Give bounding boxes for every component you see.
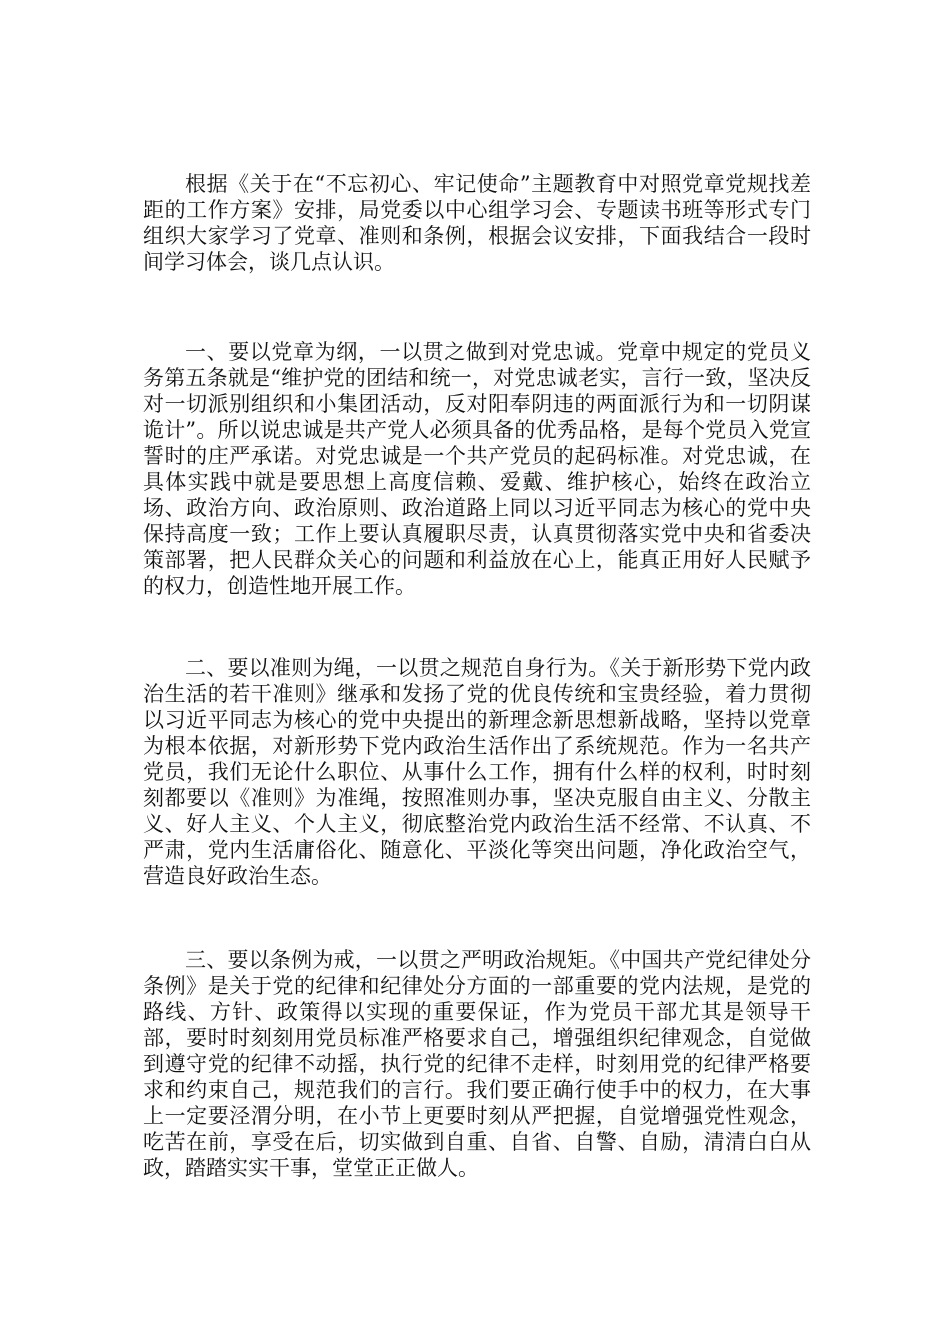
section-one-paragraph: 一、要以党章为纲，一以贯之做到对党忠诚。党章中规定的党员义务第五条就是“维护党的团结和统一，对党忠诚老实，言行一致，坚决反对一切派别组织和小集团活动，反对阳奉阴违的两面派行为和一切阴谋诡计”。所以说忠诚是共产党人必须具备的优秀品格，是每个党员入党宣誓时的庄严承诺。对党忠诚是一个共产党员的起码标准。对党忠诚，在具体实践中就是要思想上高度信赖、爱戴、维护核心，始终在政治立场、政治方向、政治原则、政治道路上同以习近平同志为核心的党中央保持高度一致；工作上要认真履职尽责，认真贯彻落实党中央和省委决策部署，把人民群众关心的问题和利益放在心上，能真正用好人民赋予的权力，创造性地开展工作。 xyxy=(143,340,811,598)
section-three-paragraph: 三、要以条例为戒，一以贯之严明政治规矩。《中国共产党纪律处分条例》是关于党的纪律和纪律处分方面的一部重要的党内法规，是党的路线、方针、政策得以实现的重要保证，作为党员干部尤其是领导干部，要时时刻刻用党员标准严格要求自己，增强组织纪律观念，自觉做到遵守党的纪律不动摇，执行党的纪律不走样，时刻用党的纪律严格要求和约束自己，规范我们的言行。我们要正确行使手中的权力，在大事上一定要泾渭分明，在小节上更要时刻从严把握，自觉增强党性观念，吃苦在前，享受在后，切实做到自重、自省、自警、自励，清清白白从政，踏踏实实干事，堂堂正正做人。 xyxy=(143,948,811,1180)
intro-paragraph: 根据《关于在“不忘初心、牢记使命”主题教育中对照党章党规找差距的工作方案》安排，局党委以中心组学习会、专题读书班等形式专门组织大家学习了党章、准则和条例，根据会议安排，下面我结合一段时间学习体会，谈几点认识。 xyxy=(143,172,811,274)
section-two-paragraph: 二、要以准则为绳，一以贯之规范自身行为。《关于新形势下党内政治生活的若干准则》继承和发扬了党的优良传统和宝贵经验，着力贯彻以习近平同志为核心的党中央提出的新理念新思想新战略，坚持以党章为根本依据，对新形势下党内政治生活作出了系统规范。作为一名共产党员，我们无论什么职位、从事什么工作，拥有什么样的权利，时时刻刻都要以《准则》为准绳，按照准则办事，坚决克服自由主义、分散主义、好人主义、个人主义，彻底整治党内政治生活不经常、不认真、不严肃，党内生活庸俗化、随意化、平淡化等突出问题，净化政治空气，营造良好政治生态。 xyxy=(143,656,811,888)
